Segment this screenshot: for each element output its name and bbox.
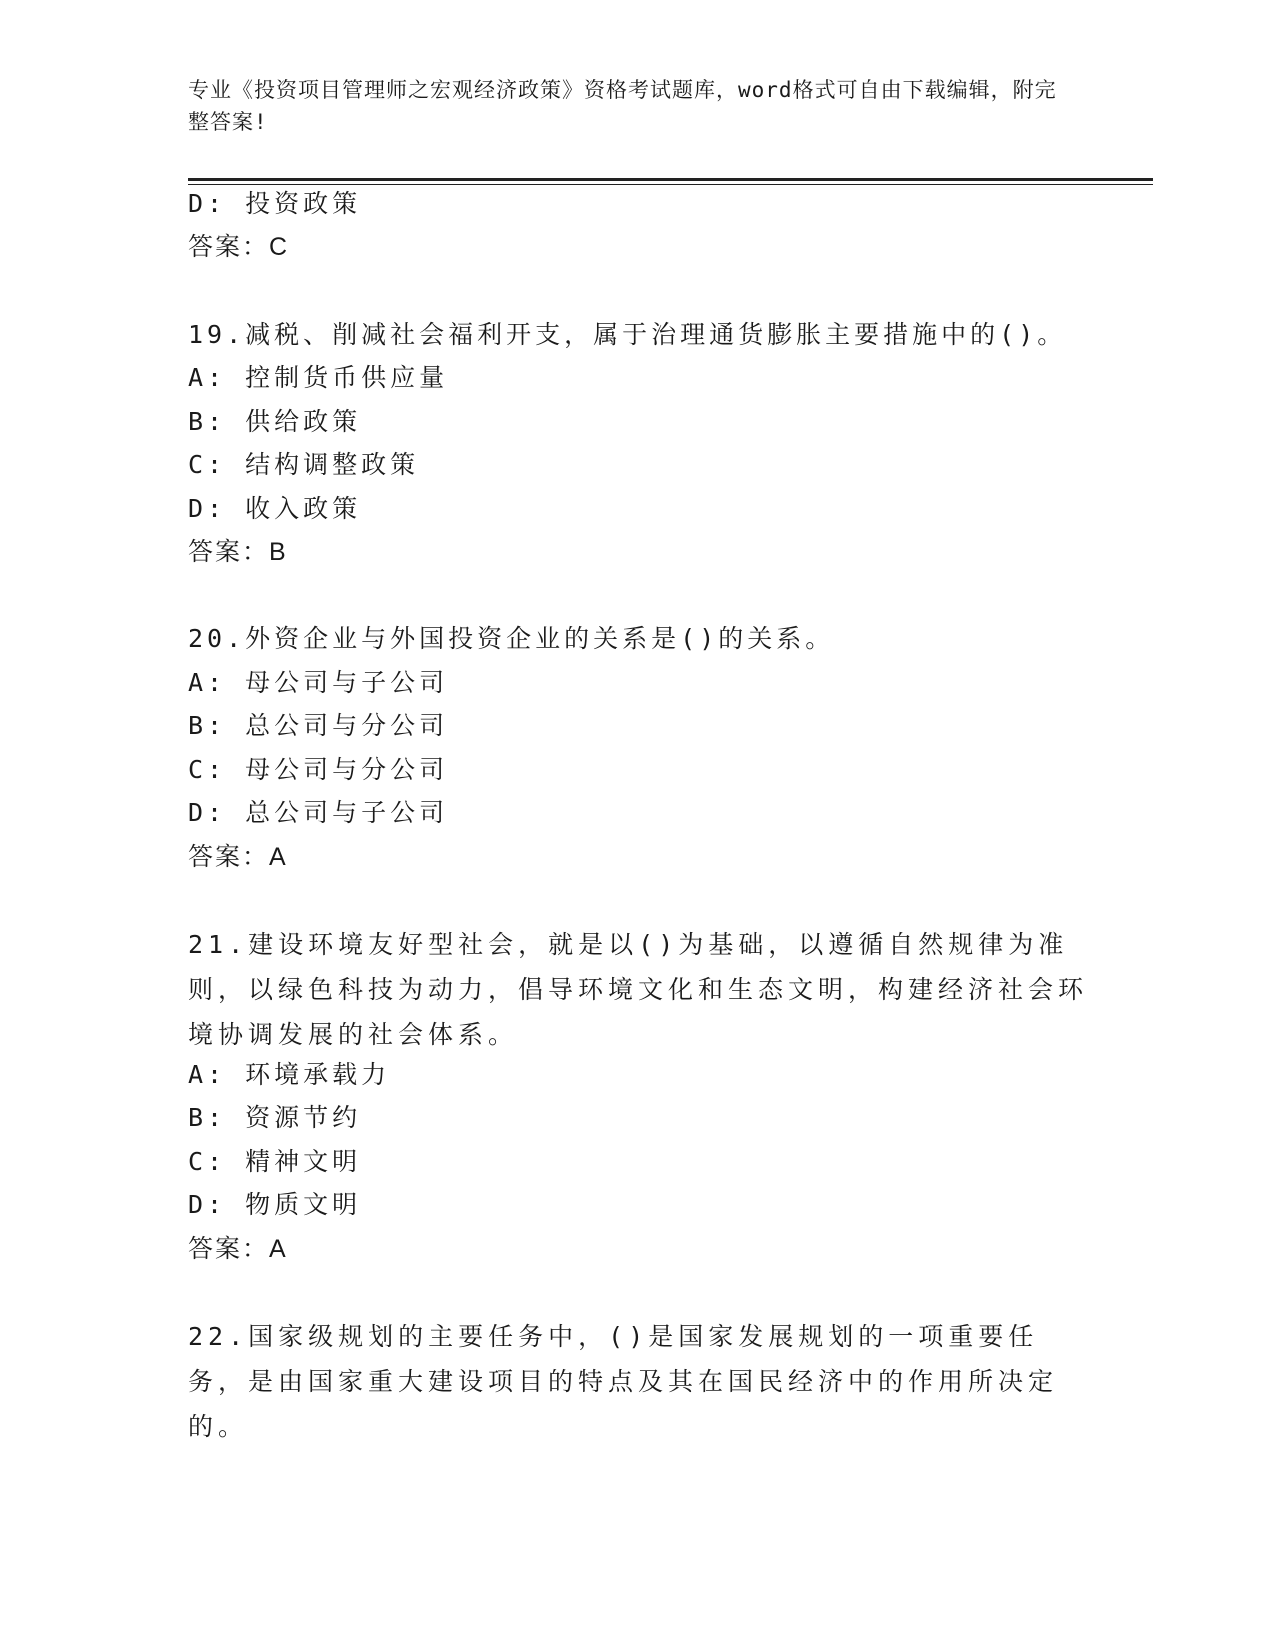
q20-option-d: D: 总公司与子公司 [188, 798, 449, 827]
q21-option-d: D: 物质文明 [188, 1190, 362, 1219]
q20-answer: 答案：A [188, 843, 288, 871]
q21-answer: 答案：A [188, 1235, 288, 1263]
q19-option-c: C: 结构调整政策 [188, 450, 420, 479]
q19-option-a: A: 控制货币供应量 [188, 363, 449, 392]
q19-stem: 19.减税、削减社会福利开支，属于治理通货膨胀主要措施中的()。 [188, 320, 1067, 349]
prev-answer: 答案：C [188, 233, 290, 261]
q22-stem: 22.国家级规划的主要任务中，()是国家发展规划的一项重要任务，是由国家重大建设项目的特点及其在国民经济中的作用所决定的。 [188, 1322, 1059, 1441]
prev-option-d: D: 投资政策 [188, 189, 362, 218]
q21-stem: 21.建设环境友好型社会，就是以()为基础，以遵循自然规律为准则，以绿色科技为动力，倡导环境文化和生态文明，构建经济社会环境协调发展的社会体系。 [188, 930, 1089, 1049]
header-rule-thick [188, 178, 1153, 181]
q20-option-a: A: 母公司与子公司 [188, 668, 449, 697]
page-header: 专业《投资项目管理师之宏观经济政策》资格考试题库，word格式可自由下载编辑，附完整答案! [188, 78, 1057, 134]
q21-option-b: B: 资源节约 [188, 1103, 362, 1132]
header-rule-thin [188, 184, 1153, 185]
q21-option-c: C: 精神文明 [188, 1147, 362, 1176]
q21-option-a: A: 环境承载力 [188, 1060, 391, 1089]
q20-option-c: C: 母公司与分公司 [188, 755, 449, 784]
q20-option-b: B: 总公司与分公司 [188, 711, 449, 740]
q19-option-b: B: 供给政策 [188, 407, 362, 436]
q19-option-d: D: 收入政策 [188, 494, 362, 523]
q20-stem: 20.外资企业与外国投资企业的关系是()的关系。 [188, 624, 835, 653]
q19-answer: 答案：B [188, 538, 288, 566]
